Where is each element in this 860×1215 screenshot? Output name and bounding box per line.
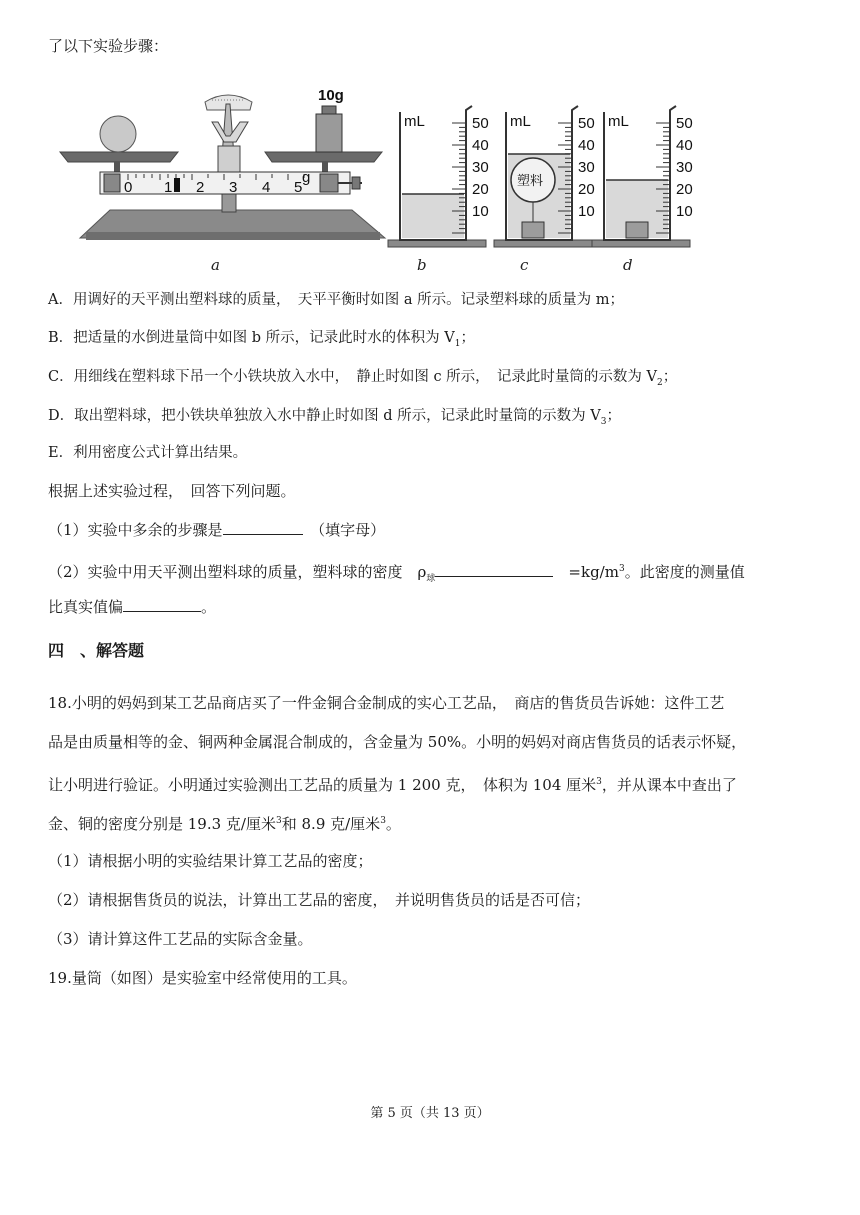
balance-diagram xyxy=(60,87,385,240)
beam-num-2: 2 xyxy=(196,179,205,196)
svg-text:40: 40 xyxy=(472,137,489,154)
q17-part3: 比真实值偏 。 xyxy=(48,598,217,616)
answer-blank-3[interactable] xyxy=(123,597,201,612)
step-c: C．用细线在塑料球下吊一个小铁块放入水中， 静止时如图 c 所示， 记录此时量筒的示数为 $V_2$； xyxy=(48,369,678,388)
beam-num-5: 5 xyxy=(294,179,303,196)
q18-line1: 18.小明的妈妈到某工艺品商店买了一件金铜合金制成的实心工艺品， 商店的售货员告诉她：这件工艺 xyxy=(48,694,725,712)
q18-sub3: （3）请计算这件工艺品的实际含金量。 xyxy=(48,930,313,948)
cylinder-b-scale xyxy=(472,115,489,220)
answer-blank-1[interactable] xyxy=(223,520,303,535)
q18-sub2: （2）请根据售货员的说法，计算出工艺品的密度， 并说明售货员的话是否可信； xyxy=(48,891,591,909)
beam-rider xyxy=(174,178,180,192)
step-a: A．用调好的天平测出塑料球的质量， 天平平衡时如图 a 所示。记录塑料球的质量为 m； xyxy=(48,292,624,308)
beam-num-3: 3 xyxy=(229,179,238,196)
label-b: b xyxy=(417,256,427,274)
intro-text: 了以下实验步骤： xyxy=(48,37,169,55)
q17-part1: （1）实验中多余的步骤是 （填字母） xyxy=(48,521,386,539)
section-heading: 四 、解答题 xyxy=(48,641,145,660)
q18-line3: 让小明进行验证。小明通过实验测出工艺品的质量为 1 200 克， 体积为 104 厘米$^3$，并从课本中查出了 xyxy=(48,776,737,794)
q18-line2: 品是由质量相等的金、铜两种金属混合制成的，含金量为 50%。小明的妈妈对商店售货员的话表示怀疑， xyxy=(48,733,747,751)
label-c: c xyxy=(520,256,529,274)
iron-block-c xyxy=(522,222,544,238)
balance-beam xyxy=(100,172,350,194)
q18-line4: 金、铜的密度分别是 19.3 克/厘米$^3$和 8.9 克/厘米$^3$。 xyxy=(48,815,401,833)
svg-text:40: 40 xyxy=(676,137,693,154)
beam-num-1: 1 xyxy=(164,179,173,196)
q19-line: 19.量筒（如图）是实验室中经常使用的工具。 xyxy=(48,969,357,987)
cylinder-d-scale xyxy=(676,115,693,220)
svg-text:30: 30 xyxy=(472,159,489,176)
q17-lead: 根据上述实验过程， 回答下列问题。 xyxy=(48,482,296,500)
svg-text:10: 10 xyxy=(472,203,489,220)
step-b: B．把适量的水倒进量筒中如图 b 所示，记录此时水的体积为 $V_1$； xyxy=(48,330,475,349)
svg-text:10: 10 xyxy=(578,203,595,220)
experiment-figure xyxy=(0,82,860,282)
beam-num-4: 4 xyxy=(262,179,271,196)
beam-unit: g xyxy=(302,169,311,186)
svg-text:20: 20 xyxy=(578,181,595,198)
iron-block-d xyxy=(626,222,648,238)
label-a: a xyxy=(211,256,220,274)
step-e: E．利用密度公式计算出结果。 xyxy=(48,445,248,461)
svg-text:40: 40 xyxy=(578,137,595,154)
svg-text:30: 30 xyxy=(676,159,693,176)
weight-label: 10g xyxy=(318,87,344,104)
svg-text:30: 30 xyxy=(578,159,595,176)
svg-text:20: 20 xyxy=(676,181,693,198)
cylinder-c-unit: mL xyxy=(510,113,531,130)
step-d: D．取出塑料球，把小铁块单独放入水中静止时如图 d 所示，记录此时量筒的示数为 $V_3$； xyxy=(48,408,621,427)
cylinder-b-unit: mL xyxy=(404,113,425,130)
plastic-ball-on-scale xyxy=(100,116,136,152)
answer-blank-2[interactable] xyxy=(435,562,553,577)
svg-text:50: 50 xyxy=(676,115,693,132)
svg-text:50: 50 xyxy=(578,115,595,132)
cylinder-c-scale xyxy=(578,115,595,220)
label-d: d xyxy=(623,256,633,274)
weight-10g xyxy=(316,87,344,152)
q18-sub1: （1）请根据小明的实验结果计算工艺品的密度； xyxy=(48,852,373,870)
ball-text: 塑料 xyxy=(517,174,544,189)
svg-text:50: 50 xyxy=(472,115,489,132)
q17-part2: （2）实验中用天平测出塑料球的质量，塑料球的密度 $\rho_球$ $=kg/m^3$。此密度的测量值 xyxy=(48,563,745,584)
svg-text:20: 20 xyxy=(472,181,489,198)
svg-text:10: 10 xyxy=(676,203,693,220)
beam-num-0: 0 xyxy=(124,179,133,196)
cylinder-d-unit: mL xyxy=(608,113,629,130)
page-footer: 第 5 页（共 13 页） xyxy=(370,1106,490,1121)
